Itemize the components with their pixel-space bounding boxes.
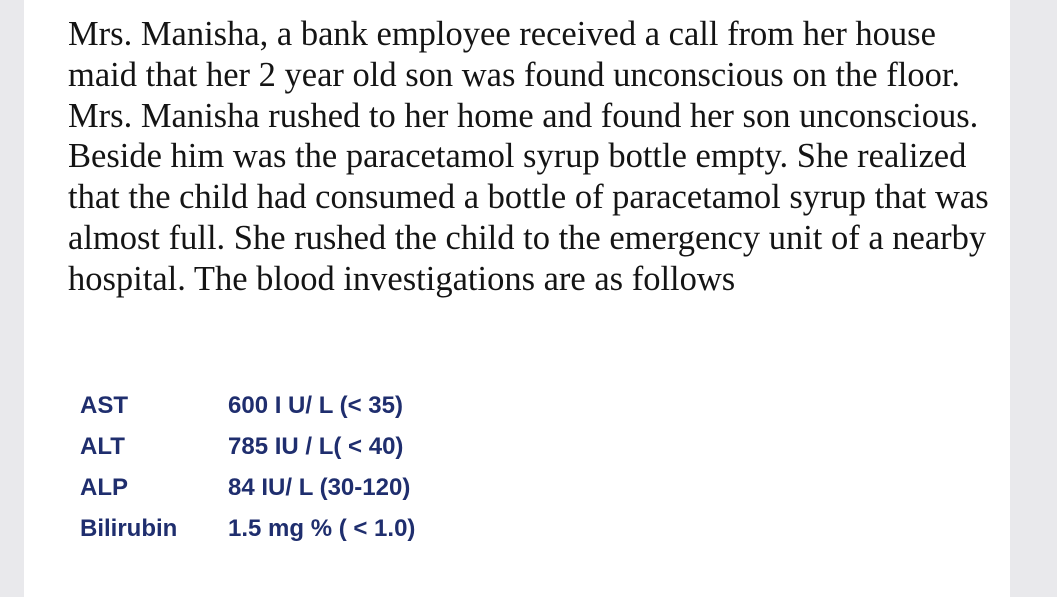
- lab-value: 785 IU / L( < 40): [228, 433, 404, 460]
- lab-row: [80, 387, 415, 428]
- lab-name: AST: [80, 392, 128, 419]
- lab-row: [80, 469, 415, 510]
- lab-name: ALT: [80, 433, 125, 460]
- case-paragraph: Mrs. Manisha, a bank employee received a call from her house maid that her 2 year old son was found unconscious on the floor. Mrs. Manisha rushed to her home and found her son unconscious. Beside him was the paracetamol syrup bottle empty. She realized that the child had consumed a bottle of paracetamol syrup that was almost full. She rushed the child to the emergency unit of a nearby hospital. The blood investigations are as follows: [68, 15, 989, 298]
- lab-row: [80, 428, 415, 469]
- lab-value: 1.5 mg % ( < 1.0): [228, 515, 416, 542]
- lab-name: Bilirubin: [80, 515, 178, 542]
- lab-results-table: [80, 387, 415, 551]
- lab-name: ALP: [80, 474, 128, 501]
- lab-row: [80, 510, 415, 551]
- lab-value: 84 IU/ L (30-120): [228, 474, 411, 501]
- lab-value: 600 I U/ L (< 35): [228, 392, 403, 419]
- question-card: [24, 0, 1010, 597]
